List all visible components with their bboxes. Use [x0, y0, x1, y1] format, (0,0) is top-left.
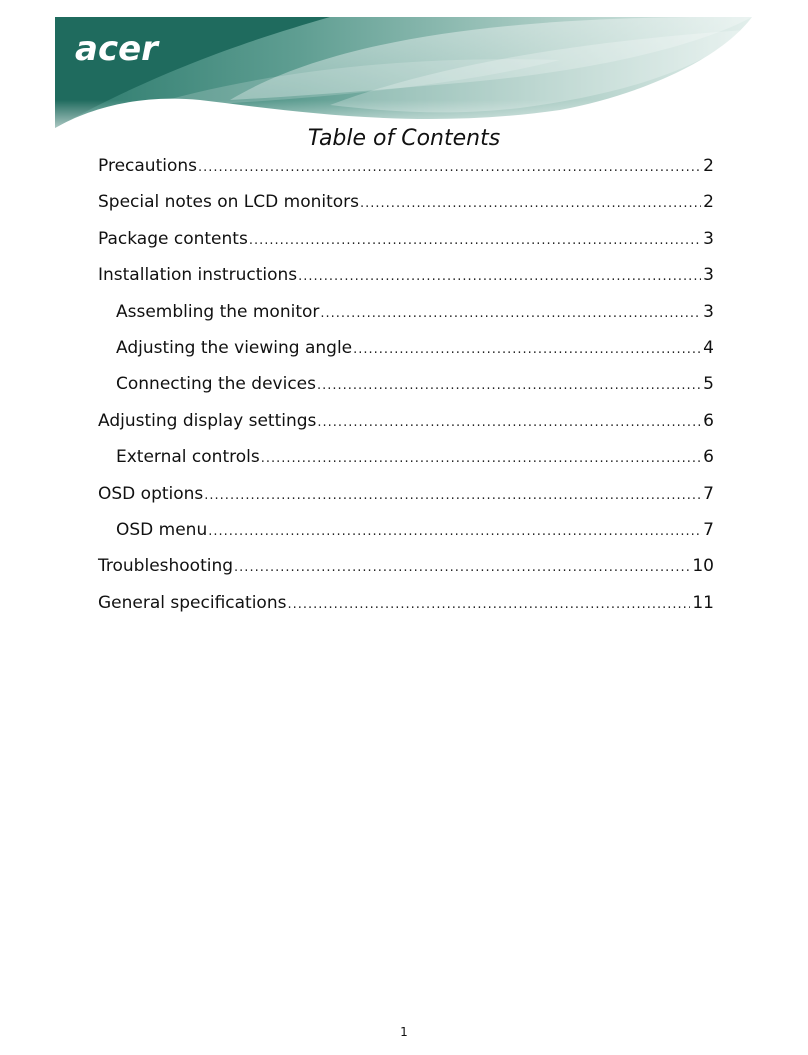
toc-entry-page: 3: [703, 301, 714, 322]
toc-entry-label: Assembling the monitor: [116, 301, 320, 322]
dot-leader: [261, 441, 701, 477]
toc-entry-precautions[interactable]: [98, 148, 714, 184]
dot-leader: [360, 186, 701, 222]
dot-leader: [204, 478, 701, 514]
toc-entry-page: 5: [703, 374, 714, 395]
toc-entry-page: 6: [703, 410, 714, 431]
toc-entry-external-controls[interactable]: [98, 439, 714, 475]
toc-entry-label: Connecting the devices: [116, 374, 316, 395]
toc-entry-osd-options[interactable]: [98, 476, 714, 512]
toc-entry-label: Troubleshooting: [98, 556, 234, 577]
dot-leader: [320, 296, 701, 332]
dot-leader: [317, 405, 701, 441]
toc-entry-viewing-angle[interactable]: [98, 330, 714, 366]
dot-leader: [234, 550, 690, 586]
table-of-contents: [98, 148, 714, 621]
toc-entry-label: Adjusting display settings: [98, 410, 317, 431]
toc-entry-label: External controls: [116, 447, 260, 468]
toc-entry-label: Package contents: [98, 228, 248, 249]
toc-entry-osd-menu[interactable]: [98, 512, 714, 548]
banner-graphic: [0, 0, 808, 140]
toc-entry-label: Installation instructions: [98, 265, 298, 286]
toc-entry-display-settings[interactable]: [98, 403, 714, 439]
toc-entry-page: 7: [703, 519, 714, 540]
toc-entry-label: Special notes on LCD monitors: [98, 192, 360, 213]
dot-leader: [198, 150, 701, 186]
toc-entry-assembling[interactable]: [98, 294, 714, 330]
toc-entry-label: Adjusting the viewing angle: [116, 337, 353, 358]
toc-entry-label: General specifications: [98, 592, 287, 613]
toc-entry-troubleshooting[interactable]: [98, 548, 714, 584]
page-number: 1: [400, 1025, 408, 1039]
acer-logo: acer: [75, 29, 158, 69]
toc-entry-package-contents[interactable]: [98, 221, 714, 257]
toc-entry-page: 6: [703, 447, 714, 468]
dot-leader: [287, 587, 690, 623]
toc-entry-installation[interactable]: [98, 257, 714, 293]
toc-entry-page: 10: [692, 556, 714, 577]
toc-entry-label: Precautions: [98, 156, 197, 176]
toc-entry-page: 4: [703, 337, 714, 358]
dot-leader: [298, 259, 701, 295]
toc-entry-connecting[interactable]: [98, 366, 714, 402]
dot-leader: [208, 514, 701, 550]
dot-leader: [353, 332, 701, 368]
dot-leader: [317, 368, 701, 404]
toc-entry-page: 3: [703, 228, 714, 249]
toc-entry-page: 7: [703, 483, 714, 504]
toc-entry-label: OSD options: [98, 483, 204, 504]
toc-entry-general-specs[interactable]: [98, 585, 714, 621]
toc-entry-label: OSD menu: [116, 519, 208, 540]
toc-entry-page: 3: [703, 265, 714, 286]
toc-entry-special-notes[interactable]: [98, 184, 714, 220]
toc-entry-page: 11: [692, 592, 714, 613]
dot-leader: [249, 223, 701, 259]
toc-entry-page: 2: [703, 192, 714, 213]
toc-entry-page: 2: [703, 156, 714, 176]
page-title: Table of Contents: [307, 126, 501, 151]
header-banner: [0, 0, 808, 140]
